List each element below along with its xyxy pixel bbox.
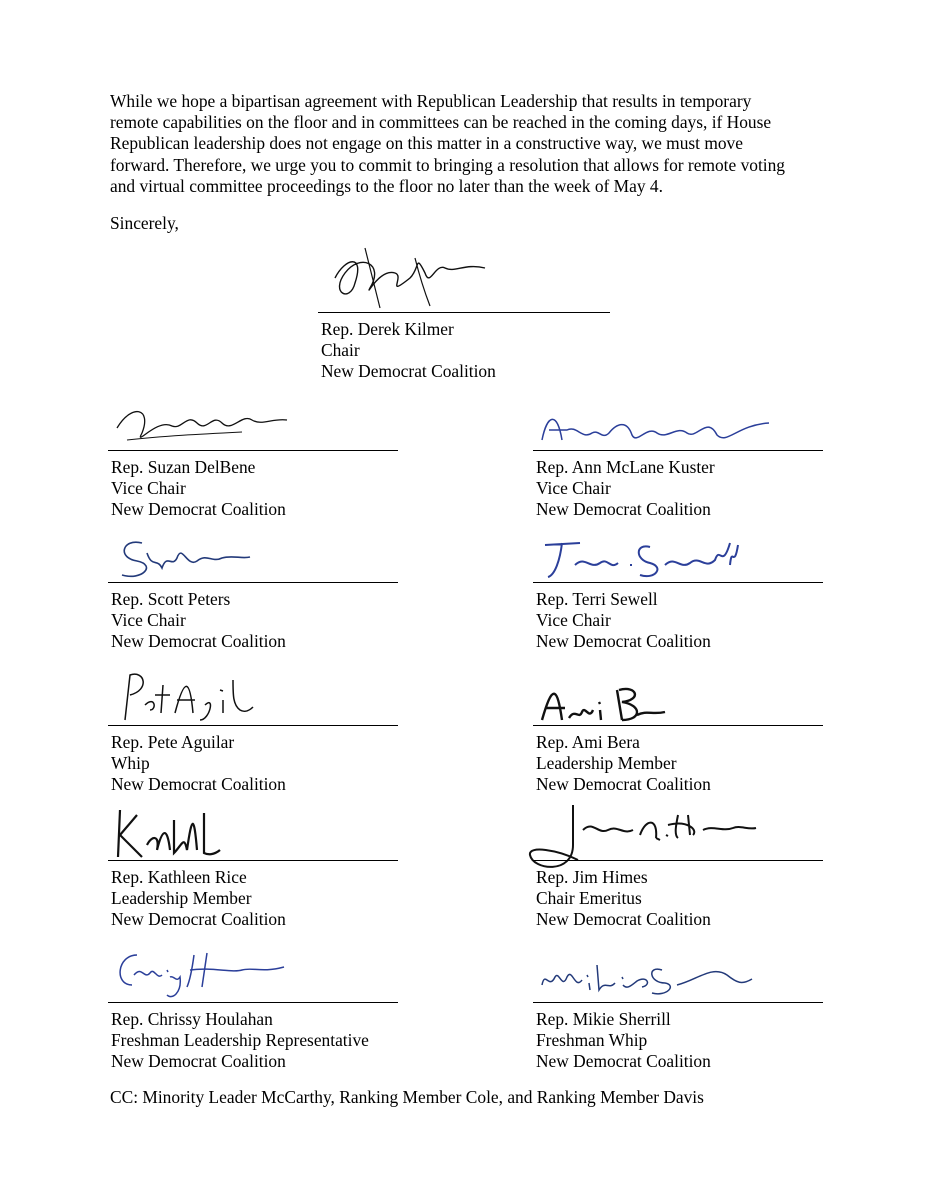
signatory-title: Leadership Member: [111, 888, 252, 908]
signatory-org: New Democrat Coalition: [536, 774, 711, 794]
signature-mikie-sherrill: [537, 955, 757, 1000]
closing-salutation: Sincerely,: [110, 213, 179, 233]
signature-line: [318, 312, 610, 313]
signature-ann-mclane-kuster: [537, 405, 772, 450]
signatory-title: Chair: [321, 340, 360, 360]
signatory-title: Vice Chair: [111, 610, 186, 630]
signatory-name: Rep. Mikie Sherrill: [536, 1009, 671, 1029]
signatory-org: New Democrat Coalition: [111, 909, 286, 929]
signature-line: [533, 582, 823, 583]
signatory-title: Vice Chair: [536, 610, 611, 630]
signature-block-chrissy-houlahan: [108, 1002, 398, 1072]
signature-suzan-delbene: [112, 398, 292, 450]
body-line: Republican leadership does not engage on this matter in a constructive way, we must move: [110, 133, 743, 154]
signatory-name: Rep. Pete Aguilar: [111, 732, 235, 752]
signature-line: [533, 450, 823, 451]
signature-scott-peters: [112, 533, 252, 583]
signatory-name: Rep. Ami Bera: [536, 732, 640, 752]
signatory-name: Rep. Suzan DelBene: [111, 457, 256, 477]
signature-block-derek-kilmer: [318, 312, 610, 382]
signature-block-pete-aguilar: [108, 725, 398, 795]
signatory-title: Whip: [111, 753, 150, 773]
cc-line: CC: Minority Leader McCarthy, Ranking Member Cole, and Ranking Member Davis: [110, 1087, 704, 1107]
signatory-title: Vice Chair: [111, 478, 186, 498]
body-line: While we hope a bipartisan agreement with Republican Leadership that results in temporary: [110, 91, 752, 111]
signature-line: [108, 450, 398, 451]
signatory-name: Rep. Scott Peters: [111, 589, 231, 609]
signatory-org: New Democrat Coalition: [536, 499, 711, 519]
signature-chrissy-houlahan: [112, 945, 287, 1000]
signature-line: [108, 725, 398, 726]
signatory-title: Freshman Leadership Representative: [111, 1030, 369, 1050]
signatory-org: New Democrat Coalition: [111, 499, 286, 519]
signatory-title: Vice Chair: [536, 478, 611, 498]
signatory-title: Leadership Member: [536, 753, 677, 773]
signature-line: [533, 1002, 823, 1003]
signatory-name: Rep. Kathleen Rice: [111, 867, 247, 887]
signature-pete-aguilar: [115, 665, 255, 725]
signatory-org: New Democrat Coalition: [111, 631, 286, 651]
signature-ami-bera: [537, 680, 667, 725]
signature-terri-sewell: [540, 535, 740, 583]
signature-line: [108, 1002, 398, 1003]
signature-line: [533, 725, 823, 726]
signature-block-ami-bera: [533, 725, 823, 795]
signature-line: [533, 860, 823, 861]
signatory-org: New Democrat Coalition: [536, 1051, 711, 1071]
body-line: and virtual committee proceedings to the floor no later than the week of May 4.: [110, 175, 663, 196]
signatory-name: Rep. Terri Sewell: [536, 589, 658, 609]
signature-line: [108, 582, 398, 583]
signatory-org: New Democrat Coalition: [111, 1051, 286, 1071]
signatory-org: New Democrat Coalition: [321, 361, 496, 381]
signature-kathleen-rice: [112, 805, 222, 860]
signatory-name: Rep. Jim Himes: [536, 867, 648, 887]
signatory-title: Freshman Whip: [536, 1030, 648, 1050]
signature-block-scott-peters: [108, 582, 398, 652]
signature-block-ann-mclane-kuster: [533, 450, 823, 520]
signatory-org: New Democrat Coalition: [536, 909, 711, 929]
signature-block-jim-himes: [533, 860, 823, 930]
signatory-org: New Democrat Coalition: [111, 774, 286, 794]
body-line: remote capabilities on the floor and in committees can be reached in the coming days, if House: [110, 112, 772, 133]
signature-line: [108, 860, 398, 861]
body-line: forward. Therefore, we urge you to commit to bringing a resolution that allows for remote voting: [110, 154, 786, 175]
signatory-name: Rep. Ann McLane Kuster: [536, 457, 715, 477]
signature-derek-kilmer: [325, 238, 495, 313]
signature-block-mikie-sherrill: [533, 1002, 823, 1072]
signature-block-kathleen-rice: [108, 860, 398, 930]
signatory-name: Rep. Derek Kilmer: [321, 319, 454, 339]
signatory-org: New Democrat Coalition: [536, 631, 711, 651]
signature-block-suzan-delbene: [108, 450, 398, 520]
letter-body-paragraph: [110, 91, 830, 197]
signatory-name: Rep. Chrissy Houlahan: [111, 1009, 273, 1029]
signature-block-terri-sewell: [533, 582, 823, 652]
signatory-title: Chair Emeritus: [536, 888, 642, 908]
